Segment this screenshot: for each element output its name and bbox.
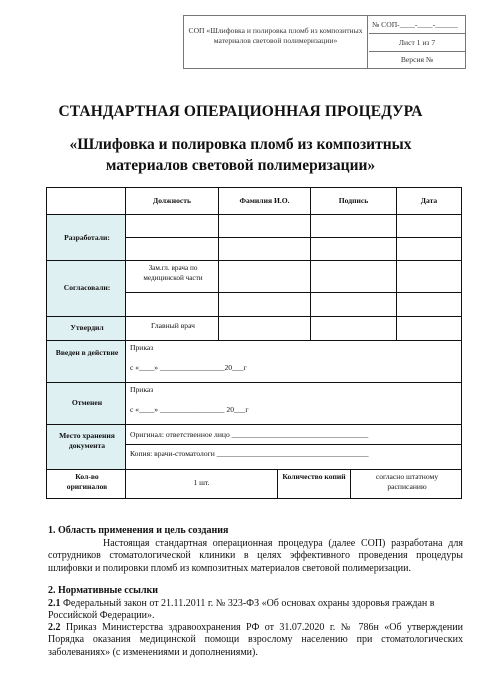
storage-original: Оригинал: ответственное лицо ____________________________________: [130, 430, 369, 439]
introduced-date: с «____» _________________20___г: [130, 363, 247, 372]
row-label-agreed: Согласовали:: [63, 283, 111, 292]
page-title: СТАНДАРТНАЯ ОПЕРАЦИОННАЯ ПРОЦЕДУРА: [58, 103, 423, 120]
row-label-approved: Утвердил: [70, 323, 104, 332]
header-number: № СОП-____-____-______: [372, 20, 458, 29]
copies-label: Количество копий: [282, 472, 346, 481]
subrow-line: [126, 237, 461, 238]
col-header-position: Должность: [153, 196, 191, 205]
subrow-line: [126, 444, 461, 445]
row-label-originals: Кол-во оригиналов: [66, 472, 108, 491]
col-line: [350, 470, 351, 498]
col-line: [125, 188, 126, 498]
section-2-2: [48, 622, 463, 659]
col-header-date: Дата: [420, 196, 438, 205]
row-line: [47, 316, 461, 317]
col-header-name: Фамилия И.О.: [239, 196, 290, 205]
approved-position: Главный врач: [151, 321, 195, 330]
col-line: [218, 188, 219, 341]
agreed-position: Зам.гл. врача по медицинской части: [143, 264, 203, 282]
section-2-2-text: Приказ Министерства здравоохранения РФ от 31.07.2020 г. № 786н «Об утверждении Порядка оказания медицинской помощи взрослому населению при стоматологических заболеваниях» (с изменениями и дополнениями).: [48, 622, 463, 658]
col-line: [310, 188, 311, 341]
row-label-introduced: Введен в действие: [55, 348, 119, 357]
header-sheet: Лист 1 из 7: [398, 38, 436, 47]
row-line: [47, 424, 461, 425]
row-line: [47, 382, 461, 383]
header-doc-title: СОП «Шлифовка и полировка пломб из композитных материалов световой полимеризации»: [184, 16, 368, 68]
row-label-storage: Место хранения документа: [59, 431, 115, 450]
document-header: [183, 15, 466, 69]
col-line: [277, 470, 278, 498]
col-line: [396, 188, 397, 341]
header-meta: [369, 16, 465, 68]
subtitle-line-2: материалов световой полимеризации»: [105, 157, 376, 174]
row-label-cancelled: Отменен: [71, 398, 103, 407]
section-2-heading: 2. Нормативные ссылки: [48, 585, 159, 596]
subrow-line: [126, 292, 461, 293]
approval-table: [46, 187, 462, 499]
storage-copy: Копия: врачи-стоматологи ________________________________________: [130, 449, 369, 458]
originals-value: 1 шт.: [193, 478, 210, 487]
page-subtitle: [0, 134, 481, 176]
section-1-heading: 1. Область применения и цель создания: [48, 525, 229, 536]
section-2-1-text: Федеральный закон от 21.11.2011 г. № 323-ФЗ «Об основах охраны здоровья граждан в Российской Федерации».: [48, 598, 435, 622]
cancelled-date: с «____» _________________ 20___г: [130, 405, 249, 414]
section-2-1: [48, 598, 463, 623]
header-version: Версия №: [400, 55, 434, 64]
row-line: [47, 340, 461, 341]
cancelled-order: Приказ: [130, 385, 154, 394]
row-label-developed: Разработали:: [64, 233, 110, 242]
subtitle-line-1: «Шлифовка и полировка пломб из композитных: [69, 136, 412, 153]
row-line: [47, 214, 461, 215]
section-2-2-number: 2.2: [48, 622, 61, 633]
row-line: [47, 260, 461, 261]
copies-value: согласно штатному расписанию: [375, 472, 439, 491]
section-1-text: Настоящая стандартная операционная процедура (далее СОП) разработана для сотрудников стоматологической клиники в целях эффективного проведения процедуры шлифовки и полировки пломб из композитных материалов световой полимеризации.: [48, 538, 463, 574]
row-line: [47, 469, 461, 470]
col-header-signature: Подпись: [338, 196, 369, 205]
section-2-1-number: 2.1: [48, 598, 61, 609]
introduced-order: Приказ: [130, 343, 154, 352]
